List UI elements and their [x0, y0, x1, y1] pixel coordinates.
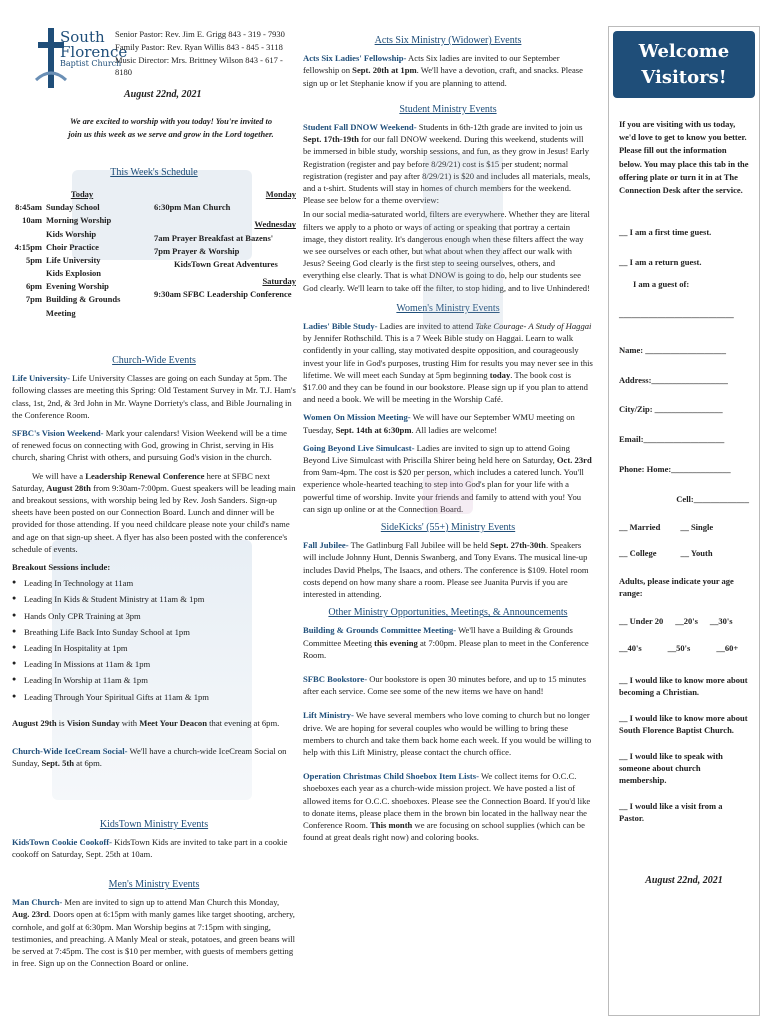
wednesday-event: KidsTown Great Adventures	[174, 258, 278, 269]
breakout-session: ● Hands Only CPR Training at 3pm	[12, 610, 296, 622]
bookstore-item	[303, 673, 593, 697]
item-date: Sept. 14th at 6:30pm	[335, 424, 412, 435]
item-date: Sept. 27th-30th	[490, 540, 546, 551]
item-text: Life University Classes are going on each Sunday at 5pm. The following classes are meeting this Spring: Old Testament Survey in Mr. T.J. Ham's class, 1st, 2nd, & 3rd John in Mr. Wayne Dorriety's class, and Bible Journaling in the Conference Room.	[12, 373, 296, 420]
item-date: Sept. 5th	[41, 758, 75, 769]
wednesday-event: 7am Prayer Breakfast at Bazens'	[154, 232, 274, 243]
item-heading: Fall Jubilee-	[303, 540, 349, 551]
item-heading: Operation Christmas Child Shoebox Item Lists-	[303, 771, 479, 782]
schedule-today	[12, 188, 152, 320]
breakout-session: ● Leading In Technology at 11am	[12, 577, 296, 589]
conference-name: Leadership Renewal Conference	[85, 470, 205, 481]
college-checkbox[interactable]: __ College	[619, 547, 657, 558]
status-row	[619, 548, 749, 560]
item-text: We'll have a church-wide IceCream Social on Sunday,	[12, 746, 287, 769]
youth-checkbox[interactable]: __ Youth	[680, 547, 713, 558]
item-date: August 29th	[12, 717, 57, 728]
breakout-title: Breakout Sessions include:	[12, 562, 111, 573]
today-list	[12, 201, 152, 320]
email-field[interactable]: Email:___________________	[619, 434, 725, 445]
item-text: we are focusing on school supplies (which can be found at great deals right now) and coloring books.	[303, 820, 585, 843]
man-church-item	[12, 896, 296, 969]
item-text: We will have our September WMU meeting on Tuesday,	[303, 412, 575, 435]
kidstown-title: KidsTown Ministry Events	[99, 819, 209, 830]
event-time: 6pm	[25, 281, 42, 292]
item-text: Ladies are invited to attend	[377, 321, 476, 332]
becoming-christian-checkbox[interactable]: __ I would like to know more about becoming a Christian.	[619, 675, 748, 698]
event-time: 4:15pm	[14, 241, 42, 252]
breakout-list	[12, 577, 296, 703]
dnow-theme-text: In our social media-saturated world, filters are everywhere. Whether they are literal filters we apply to a photo or ways of acting or speaking that portray a certain image, they distort reality. It's dangerous enough when these filters affect the way we see ourselves or each other, but what about when they affect our walk with Jesus? Seeing God clearly is the first step to seeing ourselves, others, and everything else clearly. That is what DNOW is going to do, help our students see God clearly. We'll learn to take off the filter, to stop hiding, and to live Unhindered!	[303, 209, 590, 293]
age-row-1	[619, 616, 749, 628]
occ-item	[303, 770, 593, 843]
church-wide-title: Church-Wide Events	[112, 355, 196, 366]
today-event	[12, 254, 152, 267]
middle-column	[303, 34, 593, 850]
event-name: Life University	[46, 254, 101, 265]
item-text: Vision Sunday	[66, 717, 120, 728]
name-field[interactable]: Name: ___________________	[619, 344, 726, 355]
wmu-item	[303, 411, 593, 435]
schedule-week	[154, 188, 296, 301]
saturday-event: 9:30am SFBC Leadership Conference	[154, 289, 292, 300]
item-text: Mark your calendars! Vision Weekend will be a time of renewed focus on connecting with God, growing in Christ, serving in His church, sharing Christ with others, and pursuing God's vision in the church.	[12, 428, 287, 463]
item-text: that evening at 6pm.	[207, 717, 280, 728]
age-40s-checkbox[interactable]: __40's	[619, 643, 642, 654]
item-text: Ladies are invited to sign up to attend Going Beyond Live Simulcast with Priscilla Shirer being held here on Saturday,	[303, 442, 570, 466]
student-title: Student Ministry Events	[399, 103, 497, 115]
breakout-session: ● Leading In Worship at 11am & 1pm	[12, 674, 296, 686]
item-text: . Doors open at 6:15pm with manly games like target shooting, archery, cornhole, and golf at 6:30pm. Man Worship begins at 7:15pm with singing, testimonies, and preaching. A Manly Meal or steak, potatoes, and green beans will be served at 7:45pm. The cost is $10 per member, with guests of members getting in free. Sign up on the Connection Board or online.	[12, 909, 296, 969]
event-time	[12, 267, 46, 280]
guest-of-field[interactable]: ___________________________	[619, 308, 734, 319]
item-date: Sept. 20th at 1pm	[352, 65, 417, 76]
event-time: 7pm	[25, 294, 42, 305]
welcome-title: Welcome Visitors!	[613, 31, 755, 98]
today-event	[12, 280, 152, 293]
know-church-checkbox[interactable]: __ I would like to know more about South Florence Baptist Church.	[619, 713, 748, 736]
item-date: Aug. 23rd	[12, 909, 49, 920]
item-heading: Man Church-	[12, 897, 63, 908]
icecream-item	[12, 745, 296, 769]
item-text: for our fall DNOW weekend. During this weekend, students will be immersed in bible study, worship sessions, and fun, as they grow in Jesus! Early Registration (register and pay before 8/29/21) cost is $15 per student; normal registration (register and pay after 8/29/21) is $20 and includes all materials, meals, and a t-shirt. Students will stay in homes of church members for the weekend. Please see below for a theme overview:	[303, 134, 591, 206]
event-time	[12, 228, 46, 241]
dnow-logo-watermark	[423, 154, 503, 334]
item-text: We will have a	[32, 470, 86, 481]
age-50s-checkbox[interactable]: __50's	[667, 643, 691, 654]
staff-music-director: Music Director: Mrs. Brittney Wilson 843 - 617 - 8180	[115, 54, 283, 78]
monday-label: Monday	[265, 189, 296, 199]
item-text: from 9am-4pm. The cost is $20 per person, which includes a catered lunch. You'll experience whole-hearted teaching to step into God's plan for your life with a powerful time of worship. Invite your friends and family to attend with you! You can sign up online or at the Connection Board.	[303, 467, 584, 514]
today-event	[12, 293, 152, 319]
item-heading: Life University-	[12, 373, 70, 384]
logo-line3: Baptist Church	[60, 59, 122, 68]
sidekicks-title: SideKicks' (55+) Ministry Events	[380, 522, 516, 534]
return-guest-checkbox[interactable]: __ I am a return guest.	[619, 257, 702, 268]
age-range-title: Adults, please indicate your age range:	[619, 575, 734, 598]
intro-text: We are excited to worship with you today! You're invited to join us this week as we serve and grow in the Lord together.	[68, 117, 274, 139]
breakout-session: ● Leading In Kids & Student Ministry at 11am & 1pm	[12, 593, 296, 605]
bulletin-date: August 22nd, 2021	[124, 89, 202, 100]
jubilee-item	[303, 539, 593, 600]
item-text: at 6pm.	[74, 758, 102, 769]
visitor-card	[608, 26, 760, 1016]
acts-item	[303, 52, 593, 89]
event-name: Sunday School	[46, 202, 100, 213]
life-university-item	[12, 372, 296, 421]
item-text: here at SFBC next Saturday,	[12, 470, 270, 493]
item-text: KidsTown Kids are invited to take part in a cookie cookoff on Saturday, Sept. 25th at 10am.	[12, 837, 288, 860]
item-date: Oct. 23rd	[556, 455, 592, 466]
other-title: Other Ministry Opportunities, Meetings, & Announcements	[328, 607, 568, 619]
item-text: Men are invited to sign up to attend Man Church this Monday,	[62, 897, 280, 908]
womens-title: Women's Ministry Events	[396, 302, 500, 314]
event-name: Choir Practice	[46, 241, 99, 252]
logo-line2: Florence	[60, 43, 128, 61]
vision-weekend-item	[12, 427, 296, 464]
item-heading: Ladies' Bible Study-	[303, 321, 378, 332]
wednesday-label: Wednesday	[254, 219, 296, 230]
item-text: We collect items for O.C.C. shoeboxes each year as a church-wide mission project. We have posted a list of allowed items for O.C.C. shoeboxes. Please see the Connection Board. If you'd like to donate items, please place them in the brown bin located in the hallway near the Conference Room.	[303, 771, 591, 831]
today-label: Today	[70, 189, 94, 199]
kidstown-section	[12, 812, 296, 867]
home-phone-field[interactable]: Phone: Home:______________	[619, 464, 731, 475]
event-name: Building & Grounds Meeting	[45, 294, 121, 318]
item-text: Our bookstore is open 30 minutes before, and up to 15 minutes after each service. Come see some of the new items we have on hand!	[303, 674, 586, 697]
lift-item	[303, 709, 593, 758]
item-heading: Church-Wide IceCream Social-	[12, 746, 128, 757]
event-time: 10am	[22, 215, 42, 226]
item-text: at 7:00pm. Please plan to meet in the Conference Room.	[303, 637, 589, 660]
item-text: . All ladies are welcome!	[411, 424, 498, 435]
event-time: 5pm	[25, 254, 42, 265]
item-text: The Gatlinburg Fall Jubilee will be held	[348, 540, 491, 551]
age-20s-checkbox[interactable]: __20's	[675, 615, 698, 626]
membership-checkbox[interactable]: __ I would like to speak with someone about church membership.	[619, 750, 723, 785]
event-name: Kids Worship	[46, 228, 97, 239]
item-text: by Jennifer Rothschild. This is a 7 Week Bible study on Haggai. Learn to walk confidently in your calling, stay motivated despite opposition, and courageously invest your life in God's purposes, trusting Him for results you may never see in this lifetime. We will meet each Sunday at 5pm beginning	[303, 333, 593, 380]
staff-list	[115, 28, 295, 79]
age-30s-checkbox[interactable]: __30's	[709, 615, 733, 626]
today-event	[12, 241, 152, 254]
today-event	[12, 267, 152, 280]
item-heading: Acts Six Ladies' Fellowship-	[303, 53, 407, 64]
mens-title: Men's Ministry Events	[108, 879, 200, 890]
item-text: We'll have a Building & Grounds Committee Meeting	[303, 625, 573, 648]
item-heading: Lift Ministry-	[303, 710, 354, 721]
item-date: This month	[370, 820, 413, 831]
item-text: with	[119, 717, 140, 728]
church-wide-section	[12, 348, 296, 775]
item-text: We have several members who love coming to church but no longer drive. We are hoping for several couples who would be willing to bring these members to church and take them back home each week. If you would be willing to help with this Lift Ministry, please contact the church office.	[303, 710, 592, 758]
card-date: August 22nd, 2021	[645, 875, 723, 887]
today-event	[12, 228, 152, 241]
today-event	[12, 201, 152, 214]
item-text: Students in 6th-12th grade are invited to join us	[416, 121, 583, 132]
item-heading: Student Fall DNOW Weekend-	[303, 121, 417, 132]
breakout-session: ● Breathing Life Back Into Sunday School at 1pm	[12, 626, 296, 638]
vision-sunday-item	[12, 717, 296, 729]
event-name: Evening Worship	[46, 281, 109, 292]
city-zip-field[interactable]: City/Zip: ________________	[619, 404, 723, 415]
breakout-session: ● Leading Through Your Spiritual Gifts at 11am & 1pm	[12, 691, 296, 703]
item-heading: Going Beyond Live Simulcast-	[303, 442, 415, 453]
cell-phone-field[interactable]: Cell:_____________	[676, 494, 749, 505]
breakout-session: ● Leading In Missions at 11am & 1pm	[12, 658, 296, 670]
item-text: from 9:30am-7:00pm. Guest speakers will be leading main and breakout sessions, with worship being led by Rev. Josh Sanders. Sign-up sheets have been posted on our Connection Board. Lunch and dinner will be provided for those attending. If you need childcare please note your child's name and age on that sign-up sheet. A flyer has also been posted with the conference's schedule of events.	[12, 482, 296, 554]
item-text: is	[56, 717, 67, 728]
item-text: . We'll have a devotion, craft, and snacks. Please sign up or let Stephanie know if you are planning to attend.	[303, 65, 583, 88]
acts-title: Acts Six Ministry (Widower) Events	[374, 35, 522, 46]
mens-section	[12, 872, 296, 975]
marital-row	[619, 522, 749, 534]
married-checkbox[interactable]: __ Married	[619, 522, 661, 533]
schedule-title: This Week's Schedule	[110, 167, 198, 178]
conference-date: August 28th	[46, 482, 91, 493]
item-text: Acts Six ladies are invited to our September fellowship on	[303, 53, 560, 76]
event-name: Kids Explosion	[46, 268, 102, 279]
staff-family-pastor: Family Pastor: Rev. Ryan Willis 843 - 845 - 3118	[115, 41, 283, 52]
event-time: 8:45am	[15, 202, 42, 213]
item-text: . Speakers will include Johnny Hunt, Dennis Swanberg, and Tony Evans. The musical line-up includes David Phelps, The Isaacs, and others. The conference is $109. Hotel room costs depend on how many share a room. Please see Juanita Purvis if you are interested in attending.	[303, 540, 589, 600]
logo-line1: South	[60, 28, 105, 46]
book-title: Take Courage- A Study of Haggai	[475, 321, 592, 332]
item-heading: Building & Grounds Committee Meeting-	[303, 625, 457, 636]
staff-senior-pastor: Senior Pastor: Rev. Jim E. Grigg 843 - 319 - 7930	[115, 29, 285, 39]
left-column	[12, 20, 296, 1015]
saturday-label: Saturday	[262, 276, 296, 287]
pastor-visit-checkbox[interactable]: __ I would like a visit from a Pastor.	[619, 800, 723, 823]
wmu-logo-watermark	[423, 474, 473, 514]
item-heading: KidsTown Cookie Cookoff-	[12, 837, 112, 848]
conference-item	[12, 470, 296, 555]
address-field[interactable]: Address:__________________	[619, 374, 728, 385]
item-heading: SFBC's Vision Weekend-	[12, 428, 104, 438]
age-60plus-checkbox[interactable]: __60+	[716, 643, 739, 654]
single-checkbox[interactable]: __ Single	[680, 522, 714, 533]
first-time-checkbox[interactable]: __ I am a first time guest.	[619, 227, 712, 238]
item-text: Meet Your Deacon	[139, 717, 207, 728]
item-date: Sept. 17th-19th	[303, 134, 359, 145]
breakout-session: ● Leading In Hospitality at 1pm	[12, 642, 296, 654]
age-row-2	[619, 643, 749, 655]
item-heading: Women On Mission Meeting-	[303, 412, 411, 423]
wednesday-event: 7pm Prayer & Worship	[154, 245, 240, 256]
age-under-20-checkbox[interactable]: __ Under 20	[619, 615, 664, 626]
item-heading: SFBC Bookstore-	[303, 674, 368, 685]
bg-meeting-item	[303, 624, 593, 661]
guest-of-label: I am a guest of:	[633, 278, 690, 289]
cookoff-item	[12, 836, 296, 860]
monday-event: 6:30pm Man Church	[154, 202, 231, 213]
today-event	[12, 214, 152, 227]
welcome-intro: If you are visiting with us today, we'd love to get to know you better. Please fill out the information below. You may place this tab in the offering plate or turn it in at The Connection Desk after the service.	[619, 119, 749, 195]
item-date: this evening	[374, 637, 418, 648]
event-name: Morning Worship	[46, 215, 112, 226]
item-date: today	[489, 369, 511, 380]
church-logo	[34, 24, 128, 96]
item-text: . The book cost is $17.00 and they can be found in our bookstore. Please sign up if you plan to attend and need a book. We will be meeting in the Worship Café.	[303, 369, 588, 405]
